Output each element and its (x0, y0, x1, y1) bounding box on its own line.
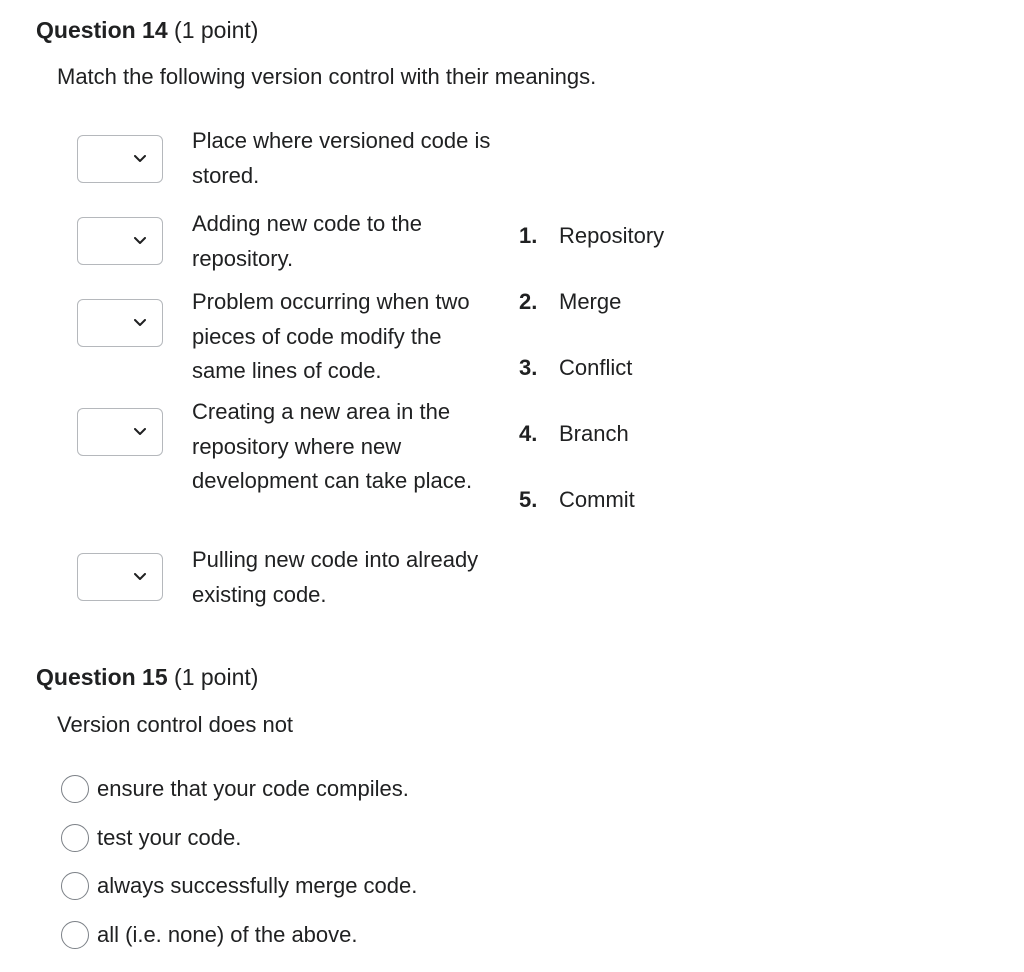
answer-number: 3. (519, 355, 538, 380)
answer-number: 2. (519, 289, 538, 314)
match-description-1: Place where versioned code is stored. (192, 128, 491, 188)
match-select-1[interactable] (77, 135, 163, 183)
match-description-5: Pulling new code into already existing code. (192, 547, 479, 607)
match-select-2[interactable] (77, 217, 163, 265)
answer-item (519, 288, 621, 316)
answer-item (519, 354, 632, 382)
answer-number: 5. (519, 487, 538, 512)
answer-number: 4. (519, 421, 538, 446)
chevron-down-icon (134, 237, 146, 245)
answer-item (519, 222, 664, 250)
answer-label: Commit (559, 487, 635, 512)
question-14-prompt: Match the following version control with their meanings. (57, 64, 597, 89)
radio-button[interactable] (61, 872, 89, 900)
radio-button[interactable] (61, 921, 89, 949)
question-15-prompt: Version control does not (57, 712, 294, 737)
answer-item (519, 420, 629, 448)
answer-label: Conflict (559, 355, 633, 380)
match-select-4[interactable] (77, 408, 163, 456)
answer-label: Repository (559, 223, 665, 248)
question-14-title (36, 16, 258, 44)
radio-button[interactable] (61, 775, 89, 803)
chevron-down-icon (134, 319, 146, 327)
radio-option-label[interactable]: all (i.e. none) of the above. (97, 922, 358, 947)
radio-option-label[interactable]: ensure that your code compiles. (97, 776, 409, 801)
question-points: (1 point) (174, 17, 259, 43)
question-number: Question 15 (36, 664, 168, 690)
match-select-5[interactable] (77, 553, 163, 601)
chevron-down-icon (134, 428, 146, 436)
radio-option-label[interactable]: test your code. (97, 825, 242, 850)
chevron-down-icon (134, 573, 146, 581)
match-select-3[interactable] (77, 299, 163, 347)
radio-button[interactable] (61, 824, 89, 852)
match-description-2: Adding new code to the repository. (192, 211, 422, 271)
question-15-title (36, 663, 258, 691)
answer-item (519, 486, 635, 514)
answer-label: Branch (559, 421, 629, 446)
match-description-3: Problem occurring when two pieces of code modify the same lines of code. (192, 289, 470, 383)
answer-label: Merge (559, 289, 622, 314)
radio-option-label[interactable]: always successfully merge code. (97, 873, 418, 898)
question-number: Question 14 (36, 17, 168, 43)
chevron-down-icon (134, 155, 146, 163)
match-description-4: Creating a new area in the repository where new development can take place. (192, 399, 473, 493)
answer-number: 1. (519, 223, 538, 248)
question-points: (1 point) (174, 664, 259, 690)
